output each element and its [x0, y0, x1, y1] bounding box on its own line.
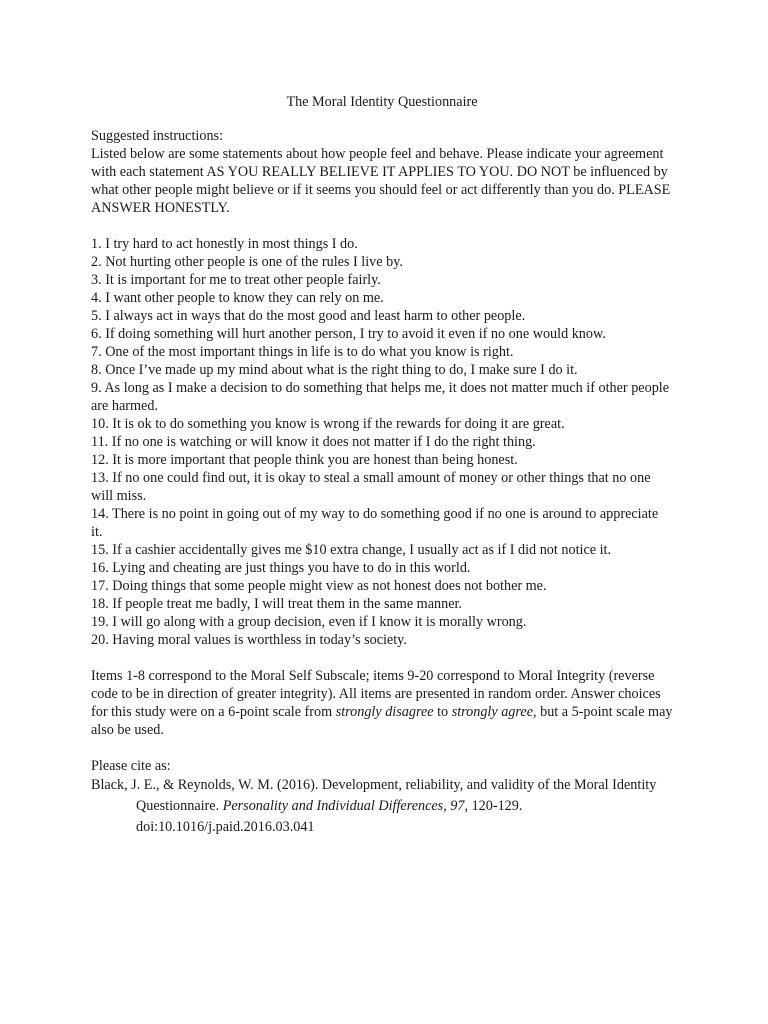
scoring-text: to [433, 704, 452, 720]
instructions-text: Listed below are some statements about how people feel and behave. Please indicate your agreement with each statement AS YOU REALLY BELIEVE IT APPLIES TO YOU. DO NOT be influenced by what other people might believe or if it seems you should feel or act differently than you do. PLEASE ANSWER HONESTLY. [91, 146, 671, 216]
questionnaire-item: 18. If people treat me badly, I will treat them in the same manner. [91, 596, 462, 612]
scoring-note [91, 667, 673, 739]
spacer [91, 217, 673, 235]
questionnaire-item: 4. I want other people to know they can rely on me. [91, 290, 384, 306]
questionnaire-item: 6. If doing something will hurt another person, I try to avoid it even if no one would know. [91, 326, 606, 342]
questionnaire-item: 20. Having moral values is worthless in today’s society. [91, 632, 407, 648]
questionnaire-item: 13. If no one could find out, it is okay to steal a small amount of money or other things that no one will miss. [91, 470, 651, 504]
questionnaire-item: 7. One of the most important things in life is to do what you know is right. [91, 344, 514, 360]
questionnaire-items [91, 235, 673, 649]
citation-doi: doi:10.1016/j.paid.2016.03.041 [136, 819, 315, 835]
questionnaire-item: 2. Not hurting other people is one of the rules I live by. [91, 254, 403, 270]
questionnaire-item: 12. It is more important that people think you are honest than being honest. [91, 452, 518, 468]
questionnaire-item: 19. I will go along with a group decision, even if I know it is morally wrong. [91, 614, 527, 630]
questionnaire-item: 10. It is ok to do something you know is wrong if the rewards for doing it are great. [91, 416, 565, 432]
citation-authors: Black, J. E., & Reynolds, W. M. (2016). Development, reliability, and validity of the Moral Identity Questionnaire. [91, 777, 657, 814]
questionnaire-item: 1. I try hard to act honestly in most things I do. [91, 236, 358, 252]
citation-pages: , 120-129. [464, 798, 523, 814]
spacer [91, 739, 673, 757]
questionnaire-item: 14. There is no point in going out of my way to do something good if no one is around to appreciate it. [91, 506, 659, 540]
spacer [91, 649, 673, 667]
document-title: The Moral Identity Questionnaire [286, 94, 478, 110]
questionnaire-item: 3. It is important for me to treat other people fairly. [91, 272, 381, 288]
questionnaire-item: 5. I always act in ways that do the most good and least harm to other people. [91, 308, 526, 324]
scale-anchor-low: strongly disagree [335, 704, 434, 720]
scoring-text: Items 1-8 correspond to the Moral Self Subscale; items 9-20 correspond to Moral Integrity (reverse code to be in direction of greater integrity). All items are presented in random order. Answer choices for this study were on a 6-point scale from [91, 668, 661, 720]
scale-anchor-high: strongly agree [451, 704, 533, 720]
questionnaire-item: 17. Doing things that some people might view as not honest does not bother me. [91, 578, 547, 594]
scoring-text: , but a 5-point scale may also be used. [91, 704, 673, 738]
citation-heading: Please cite as: [91, 758, 171, 774]
instructions-heading: Suggested instructions: [91, 128, 224, 144]
questionnaire-item: 16. Lying and cheating are just things you have to do in this world. [91, 560, 471, 576]
document-page [91, 93, 673, 838]
questionnaire-item: 8. Once I’ve made up my mind about what is the right thing to do, I make sure I do it. [91, 362, 578, 378]
questionnaire-item: 15. If a cashier accidentally gives me $10 extra change, I usually act as if I did not notice it. [91, 542, 612, 558]
questionnaire-item: 11. If no one is watching or will know it does not matter if I do the right thing. [91, 434, 536, 450]
questionnaire-item: 9. As long as I make a decision to do something that helps me, it does not matter much if other people are harmed. [91, 380, 670, 414]
citation-reference [91, 775, 673, 838]
citation-journal: Personality and Individual Differences, 97 [222, 798, 465, 814]
